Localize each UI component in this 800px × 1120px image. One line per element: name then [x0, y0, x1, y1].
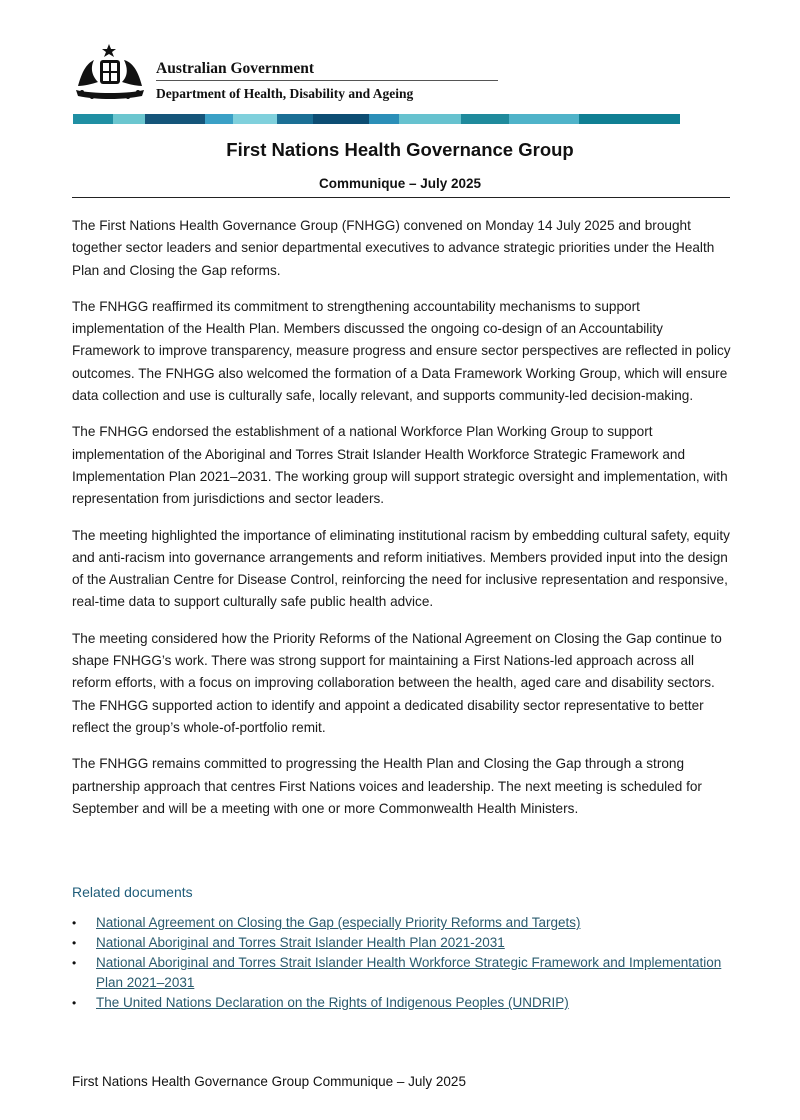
decorative-color-stripe: [73, 114, 680, 124]
stripe-segment: [461, 114, 509, 124]
bullet-icon: •: [72, 936, 77, 950]
related-link-closing-the-gap[interactable]: National Agreement on Closing the Gap (especially Priority Reforms and Targets): [96, 915, 581, 930]
paragraph: The meeting considered how the Priority Reforms of the National Agreement on Closing the Gap continue to shape FNHGG’s work. There was strong support for maintaining a First Nations-led approach across all reform efforts, with a focus on improving collaboration between the health, aged care and disability sectors. The FNHGG supported action to identify and appoint a dedicated disability sector representative to better reflect the group’s whole-of-portfolio remit.: [72, 630, 722, 735]
paragraph: The FNHGG remains committed to progressing the Health Plan and Closing the Gap through a strong partnership approach that centres First Nations voices and leadership. The next meeting is scheduled for September and will be a meeting with one or more Commonwealth Health Ministers.: [72, 756, 702, 816]
related-link-health-plan[interactable]: National Aboriginal and Torres Strait Islander Health Plan 2021-2031: [96, 935, 505, 950]
related-documents-list: [72, 913, 732, 1013]
list-item: [72, 993, 732, 1013]
stripe-segment: [233, 114, 277, 124]
stripe-segment: [277, 114, 313, 124]
coat-of-arms-logo: [72, 42, 148, 104]
stripe-segment: [579, 114, 680, 124]
header-divider: [156, 80, 498, 81]
related-link-workforce-framework[interactable]: National Aboriginal and Torres Strait Islander Health Workforce Strategic Framework and Implementation Plan 2021–2031: [96, 955, 722, 990]
stripe-segment: [399, 114, 461, 124]
paragraph: The FNHGG reaffirmed its commitment to strengthening accountability mechanisms to support implementation of the Health Plan. Members discussed the ongoing co-design of an Accountability Framework to improve transparency, measure progress and ensure sector perspectives are reflected in policy outcomes. The FNHGG also welcomed the formation of a Data Framework Working Group, which will ensure data collection and use is culturally safe, locally relevant, and supports community-led decision-making.: [72, 298, 731, 404]
stripe-segment: [509, 114, 579, 124]
document-subtitle: Communique – July 2025: [318, 176, 482, 191]
page-footer: First Nations Health Governance Group Communique – July 2025: [72, 1074, 466, 1089]
related-documents-heading: Related documents: [72, 884, 193, 900]
related-link-undrip[interactable]: The United Nations Declaration on the Rights of Indigenous Peoples (UNDRIP): [96, 995, 569, 1010]
stripe-segment: [73, 114, 113, 124]
document-body: [72, 215, 732, 834]
stripe-segment: [313, 114, 369, 124]
paragraph: The meeting highlighted the importance of eliminating institutional racism by embedding cultural safety, equity and anti-racism into governance arrangements and reform initiatives. Members provided input into the design of the Australian Centre for Disease Control, reinforcing the need for inclusive representation and responsive, real-time data to support culturally safe public health advice.: [72, 527, 730, 610]
list-item: [72, 913, 732, 933]
paragraph: The FNHGG endorsed the establishment of a national Workforce Plan Working Group to support implementation of the Aboriginal and Torres Strait Islander Health Workforce Strategic Framework and Implementation Plan 2021–2031. The working group will support strategic oversight and implementation, with representation from jurisdictions and sector leaders.: [72, 424, 728, 507]
list-item: [72, 933, 732, 953]
document-title: First Nations Health Governance Group: [226, 139, 574, 160]
department-name: Department of Health, Disability and Ageing: [156, 86, 414, 101]
government-header: [72, 42, 432, 106]
bullet-icon: •: [72, 916, 77, 930]
title-divider: [72, 197, 730, 198]
list-item: [72, 953, 732, 993]
bullet-icon: •: [72, 956, 77, 970]
bullet-icon: •: [72, 996, 77, 1010]
stripe-segment: [205, 114, 233, 124]
government-name: Australian Government: [156, 60, 315, 77]
stripe-segment: [145, 114, 205, 124]
paragraph: The First Nations Health Governance Group (FNHGG) convened on Monday 14 July 2025 and brought together sector leaders and senior departmental executives to advance strategic priorities under the Health Plan and Closing the Gap reforms.: [72, 218, 715, 278]
stripe-segment: [113, 114, 145, 124]
stripe-segment: [369, 114, 399, 124]
